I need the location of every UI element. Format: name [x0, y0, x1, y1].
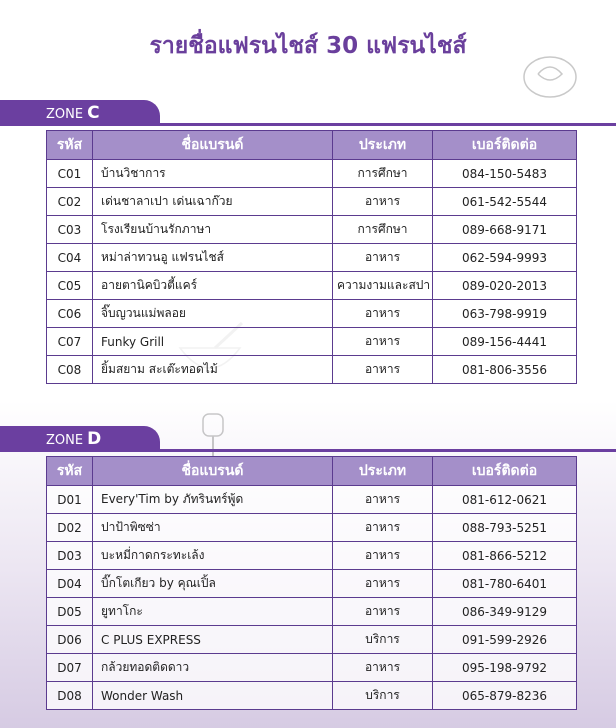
header-phone: เบอร์ติดต่อ — [433, 131, 577, 160]
header-code: รหัส — [47, 457, 93, 486]
cell-category: อาหาร — [333, 328, 433, 356]
cell-brand: บ้านวิชาการ — [93, 160, 333, 188]
cell-phone: 081-866-5212 — [433, 542, 577, 570]
zone-c-divider — [0, 123, 616, 126]
page-title: รายชื่อแฟรนไชส์ 30 แฟรนไชส์ — [149, 33, 467, 59]
zone-d-divider — [0, 449, 616, 452]
table-header-row — [47, 457, 577, 486]
cell-code: D08 — [47, 682, 93, 710]
cell-category: การศึกษา — [333, 160, 433, 188]
table-row — [47, 570, 577, 598]
cell-phone: 089-668-9171 — [433, 216, 577, 244]
cell-category: อาหาร — [333, 486, 433, 514]
cell-brand: กล้วยทอดติดดาว — [93, 654, 333, 682]
cell-category: ความงามและสปา — [333, 272, 433, 300]
cell-code: D03 — [47, 542, 93, 570]
cell-code: D07 — [47, 654, 93, 682]
cell-category: อาหาร — [333, 300, 433, 328]
cell-code: C08 — [47, 356, 93, 384]
table-row — [47, 598, 577, 626]
table-row — [47, 654, 577, 682]
cell-brand: โรงเรียนบ้านรักภาษา — [93, 216, 333, 244]
zone-c-letter: C — [87, 103, 100, 123]
cell-brand: C PLUS EXPRESS — [93, 626, 333, 654]
cell-brand: Wonder Wash — [93, 682, 333, 710]
cell-phone: 086-349-9129 — [433, 598, 577, 626]
cell-code: C07 — [47, 328, 93, 356]
header-code: รหัส — [47, 131, 93, 160]
cell-category: อาหาร — [333, 356, 433, 384]
cell-phone: 081-780-6401 — [433, 570, 577, 598]
cell-brand: อายตานิคบิวตี้แคร์ — [93, 272, 333, 300]
cell-code: C03 — [47, 216, 93, 244]
plate-sketch-icon — [520, 52, 580, 102]
cell-phone: 091-599-2926 — [433, 626, 577, 654]
cell-category: อาหาร — [333, 188, 433, 216]
table-row — [47, 216, 577, 244]
cell-category: บริการ — [333, 682, 433, 710]
header-brand: ชื่อแบรนด์ — [93, 457, 333, 486]
cell-phone: 062-594-9993 — [433, 244, 577, 272]
cell-category: อาหาร — [333, 542, 433, 570]
cell-brand: เด่นชาลาเปา เด่นเฉาก๊วย — [93, 188, 333, 216]
cell-category: อาหาร — [333, 514, 433, 542]
cell-brand: Funky Grill — [93, 328, 333, 356]
cell-phone: 061-542-5544 — [433, 188, 577, 216]
cell-phone: 084-150-5483 — [433, 160, 577, 188]
table-row — [47, 272, 577, 300]
cell-code: C06 — [47, 300, 93, 328]
zone-d-letter: D — [87, 429, 102, 449]
cell-code: C02 — [47, 188, 93, 216]
cell-phone: 088-793-5251 — [433, 514, 577, 542]
cell-brand: บิ๊กโตเกียว by คุณเปิ้ล — [93, 570, 333, 598]
cell-brand: ยิ้มสยาม สะเต๊ะทอดไม้ — [93, 356, 333, 384]
cell-phone: 081-612-0621 — [433, 486, 577, 514]
header-category: ประเภท — [333, 457, 433, 486]
zone-c-table — [46, 130, 577, 384]
table-row — [47, 356, 577, 384]
cell-brand: บะหมี่กาดกระทะเล้ง — [93, 542, 333, 570]
cell-code: D01 — [47, 486, 93, 514]
zone-d-table — [46, 456, 577, 710]
cell-phone: 095-198-9792 — [433, 654, 577, 682]
table-row — [47, 300, 577, 328]
header-brand: ชื่อแบรนด์ — [93, 131, 333, 160]
cell-code: D04 — [47, 570, 93, 598]
cell-brand: ปาป้าพิซซ่า — [93, 514, 333, 542]
cell-brand: Every'Tim by ภัทรินทร์พู้ด — [93, 486, 333, 514]
cell-code: C04 — [47, 244, 93, 272]
spatula-sketch-icon — [198, 412, 228, 462]
cell-category: บริการ — [333, 626, 433, 654]
cell-category: อาหาร — [333, 654, 433, 682]
cell-category: อาหาร — [333, 598, 433, 626]
cell-phone: 065-879-8236 — [433, 682, 577, 710]
cell-code: D05 — [47, 598, 93, 626]
header-phone: เบอร์ติดต่อ — [433, 457, 577, 486]
header-category: ประเภท — [333, 131, 433, 160]
table-row — [47, 160, 577, 188]
cell-code: D02 — [47, 514, 93, 542]
cell-brand: จิ๊บญวนแม่พลอย — [93, 300, 333, 328]
cell-phone: 089-020-2013 — [433, 272, 577, 300]
cell-phone: 063-798-9919 — [433, 300, 577, 328]
table-row — [47, 682, 577, 710]
table-row — [47, 542, 577, 570]
cell-phone: 089-156-4441 — [433, 328, 577, 356]
cell-phone: 081-806-3556 — [433, 356, 577, 384]
cell-code: C05 — [47, 272, 93, 300]
table-row — [47, 514, 577, 542]
table-row — [47, 328, 577, 356]
table-row — [47, 486, 577, 514]
cell-category: อาหาร — [333, 244, 433, 272]
table-row — [47, 188, 577, 216]
cell-code: C01 — [47, 160, 93, 188]
cell-category: การศึกษา — [333, 216, 433, 244]
cell-category: อาหาร — [333, 570, 433, 598]
table-header-row — [47, 131, 577, 160]
table-row — [47, 626, 577, 654]
zone-d-label: ZONE — [46, 433, 84, 448]
zone-c-label: ZONE — [46, 107, 84, 122]
table-row — [47, 244, 577, 272]
cell-brand: หม่าล่าทวนอู แฟรนไชส์ — [93, 244, 333, 272]
cell-code: D06 — [47, 626, 93, 654]
cell-brand: ยูทาโกะ — [93, 598, 333, 626]
